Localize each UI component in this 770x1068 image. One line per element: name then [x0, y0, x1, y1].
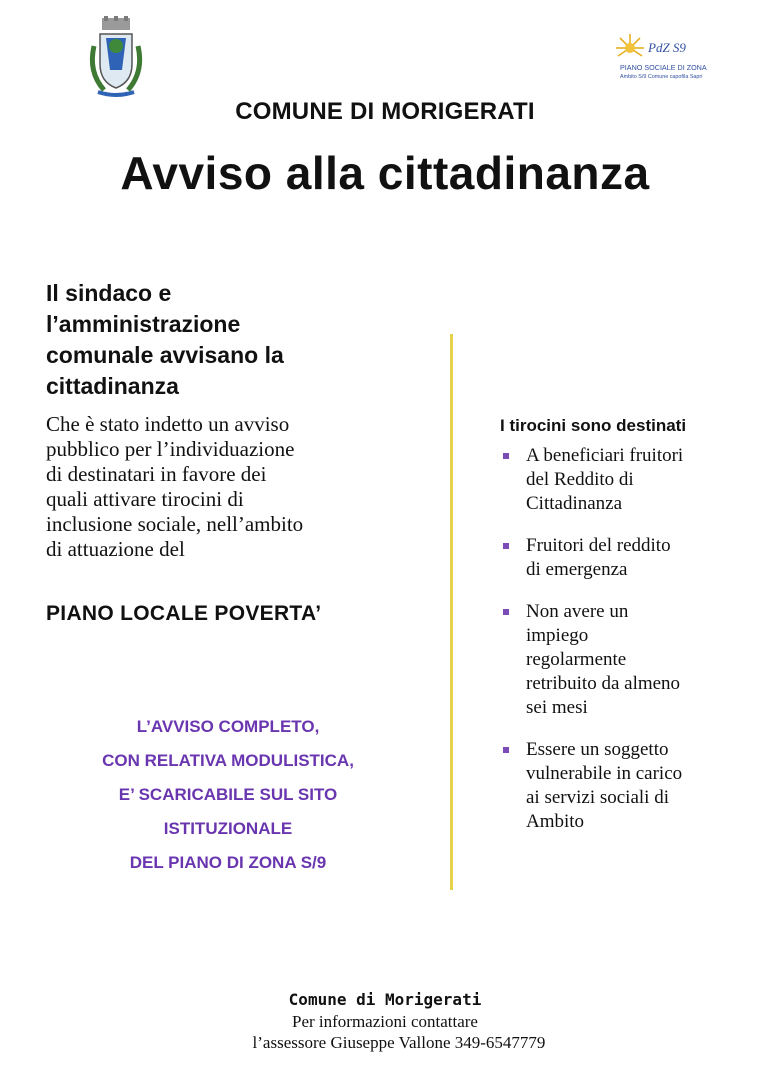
- bullet-icon: [503, 609, 509, 615]
- lead-line: l’amministrazione: [46, 311, 241, 337]
- footer-title: Comune di Morigerati: [288, 990, 482, 1009]
- piano-di-zona-logo: [612, 26, 712, 86]
- logo-caption: PIANO SOCIALE DI ZONA: [620, 63, 707, 72]
- body-line: inclusione sociale, nell’ambito: [46, 512, 304, 536]
- item-line: Essere un soggetto: [526, 739, 669, 760]
- notice-line: E’ SCARICABILE SUL SITO: [118, 785, 338, 804]
- notice-line: CON RELATIVA MODULISTICA,: [102, 751, 354, 770]
- item-line: Cittadinanza: [526, 493, 623, 514]
- bullet-icon: [503, 453, 509, 459]
- item-line: del Reddito di: [526, 469, 634, 490]
- recipients-list: [498, 444, 768, 852]
- body-paragraph: [46, 412, 406, 562]
- municipality-heading: COMUNE DI MORIGERATI: [235, 98, 535, 125]
- lead-line: Il sindaco e: [46, 280, 172, 306]
- body-line: Che è stato indetto un avviso: [46, 412, 290, 436]
- item-line: impiego: [526, 625, 589, 646]
- bullet-icon: [503, 747, 509, 753]
- item-line: A beneficiari fruitori: [526, 445, 684, 466]
- notice-line: ISTITUZIONALE: [163, 819, 293, 838]
- lead-line: cittadinanza: [46, 373, 179, 399]
- logo-wordmark: PdZ S9: [648, 40, 686, 55]
- list-item: [498, 534, 768, 582]
- item-line: Ambito: [526, 811, 585, 832]
- list-item: [498, 738, 768, 834]
- item-line: sei mesi: [526, 697, 588, 718]
- recipients-heading: I tirocini sono destinati: [500, 416, 687, 435]
- list-item: [498, 444, 768, 516]
- item-line: regolarmente: [526, 649, 627, 670]
- item-line: Non avere un: [526, 601, 629, 622]
- item-line: di emergenza: [526, 559, 628, 580]
- body-line: di destinatari in favore dei: [46, 462, 267, 486]
- notice-line: L’AVVISO COMPLETO,: [136, 717, 320, 736]
- item-line: Fruitori del reddito: [526, 535, 671, 556]
- bullet-icon: [503, 543, 509, 549]
- footer-phone-line: l’assessore Giuseppe Vallone 349-6547779: [252, 1033, 546, 1052]
- footer-contact-line: Per informazioni contattare: [292, 1012, 478, 1031]
- page-title: Avviso alla cittadinanza: [120, 147, 650, 199]
- body-line: di attuazione del: [46, 537, 185, 561]
- logo-subcaption: Ambito S/9 Comune capofila Sapri: [620, 74, 703, 80]
- item-line: ai servizi sociali di: [526, 787, 669, 808]
- download-notice: [20, 710, 436, 880]
- lead-paragraph: [46, 278, 386, 402]
- body-line: quali attivare tirocini di: [46, 487, 244, 511]
- column-divider: [450, 334, 453, 890]
- lead-line: comunale avvisano la: [46, 342, 284, 368]
- body-line: pubblico per l’individuazione: [46, 437, 295, 461]
- coat-of-arms-icon: [84, 16, 148, 100]
- item-line: vulnerabile in carico: [526, 763, 683, 784]
- plan-name: PIANO LOCALE POVERTA’: [46, 602, 322, 625]
- list-item: [498, 600, 768, 720]
- notice-line: DEL PIANO DI ZONA S/9: [129, 853, 327, 872]
- item-line: retribuito da almeno: [526, 673, 681, 694]
